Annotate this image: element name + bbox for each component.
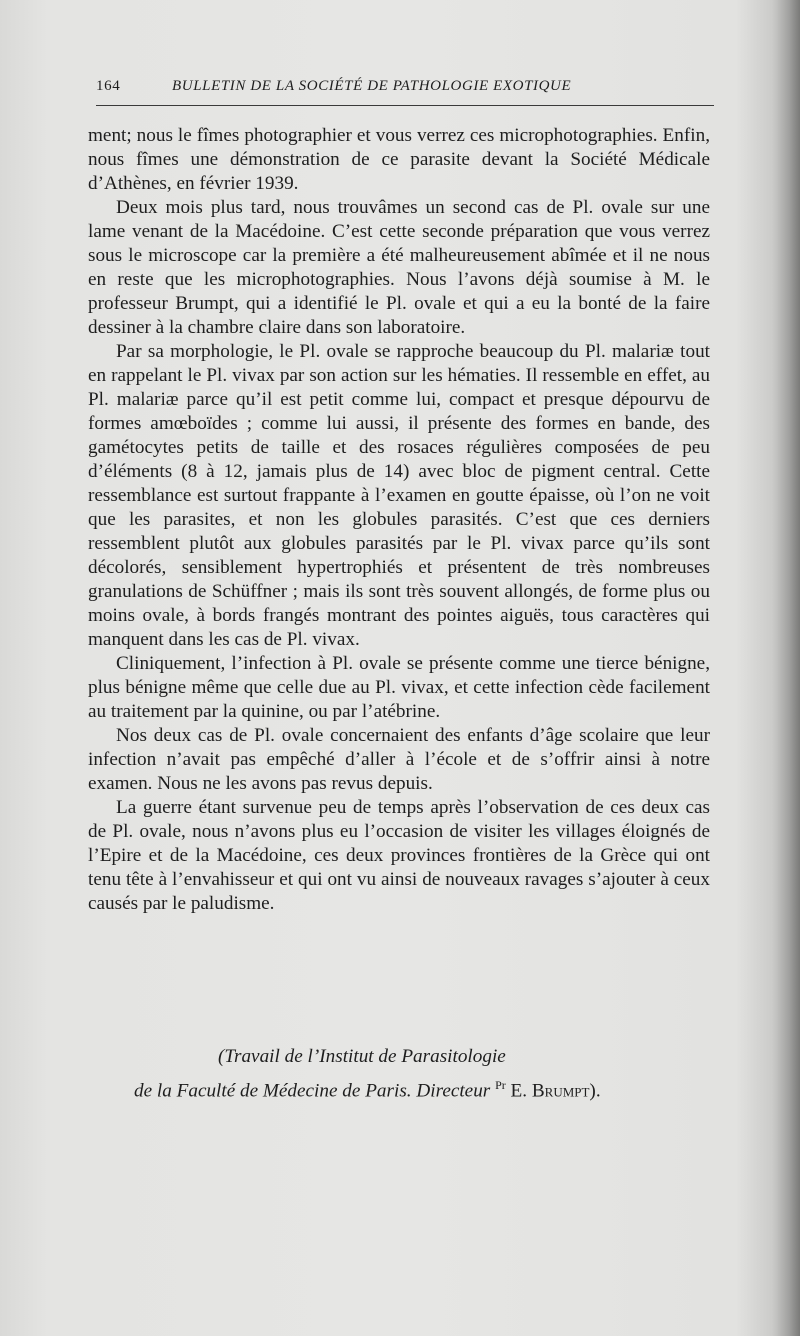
credit-line-1: [218, 1045, 638, 1069]
paragraph-6: La guerre étant survenue peu de temps après l’observation de ces deux cas de Pl. ovale, nous n’avons plus eu l’occasion de visiter les villages éloignés de l’Epire et de la Macédoine, ces deux provinces frontières de la Grèce qui ont tenu tête à l’envahisseur et qui ont vu ainsi de nouveaux ravages s’ajouter à ceux causés par le paludisme.: [88, 797, 710, 914]
paragraph-1: ment; nous le fîmes photographier et vous verrez ces microphotographies. Enfin, nous fîmes une démonstration de ce parasite devant la Société Médicale d’Athènes, en février 1939.: [88, 125, 710, 194]
paragraph-3: Par sa morphologie, le Pl. ovale se rapproche beaucoup du Pl. malariæ tout en rappelant le Pl. vivax par son action sur les hématies. Il ressemble en effet, au Pl. malariæ parce qu’il est petit comme lui, compact et presque dépourvu de formes amœboïdes ; comme lui aussi, il présente des formes en bande, des gamétocytes petits de taille et des rosaces régulières composées de peu d’éléments (8 à 12, jamais plus de 14) avec bloc de pigment central. Cette ressemblance est surtout frappante à l’examen en goutte épaisse, où l’on ne voit que les parasites, et non les globules parasités. C’est que ces derniers ressemblent plutôt aux globules parasités par le Pl. vivax parce qu’ils sont décolorés, sensiblement hypertrophiés et présentent de très nombreuses granulations de Schüffner ; mais ils sont très souvent allongés, de forme plus ou moins ovale, à bords frangés montrant des pointes aiguës, tous caractères qui manquent dans les cas de Pl. vivax.: [88, 341, 710, 650]
credit-director: E. Brumpt).: [510, 1080, 601, 1102]
running-title: BULLETIN DE LA SOCIÉTÉ DE PATHOLOGIE EXOTIQUE: [172, 78, 572, 94]
page-number: 164: [96, 78, 121, 94]
paragraph-4: Cliniquement, l’infection à Pl. ovale se présente comme une tierce bénigne, plus bénigne même que celle due au Pl. vivax, et cette infection cède facilement au traitement par la quinine, ou par l’atébrine.: [88, 653, 710, 722]
header-rule: [96, 105, 714, 106]
credit-faculty: de la Faculté de Médecine de Paris. Directeur: [134, 1080, 491, 1102]
page-edge-shadow: [772, 0, 800, 1336]
paragraph-5: Nos deux cas de Pl. ovale concernaient des enfants d’âge scolaire que leur infection n’avait pas empêché d’aller à l’école et de s’offrir ainsi à notre examen. Nous ne les avons pas revus depuis.: [88, 725, 710, 794]
credit-line-2: [134, 1073, 734, 1103]
article-body: [88, 124, 710, 916]
page-header: [96, 78, 716, 104]
credit-title: Pr: [495, 1078, 506, 1092]
paragraph-2: Deux mois plus tard, nous trouvâmes un second cas de Pl. ovale sur une lame venant de la Macédoine. C’est cette seconde préparation que vous verrez sous le microscope car la première a été malheureusement abîmée et il ne nous en reste que les microphotographies. Nous l’avons déjà soumise à M. le professeur Brumpt, qui a identifié le Pl. ovale et qui a eu la bonté de la faire dessiner à la chambre claire dans son laboratoire.: [88, 197, 710, 338]
credit-institute: (Travail de l’Institut de Parasitologie: [218, 1046, 506, 1067]
